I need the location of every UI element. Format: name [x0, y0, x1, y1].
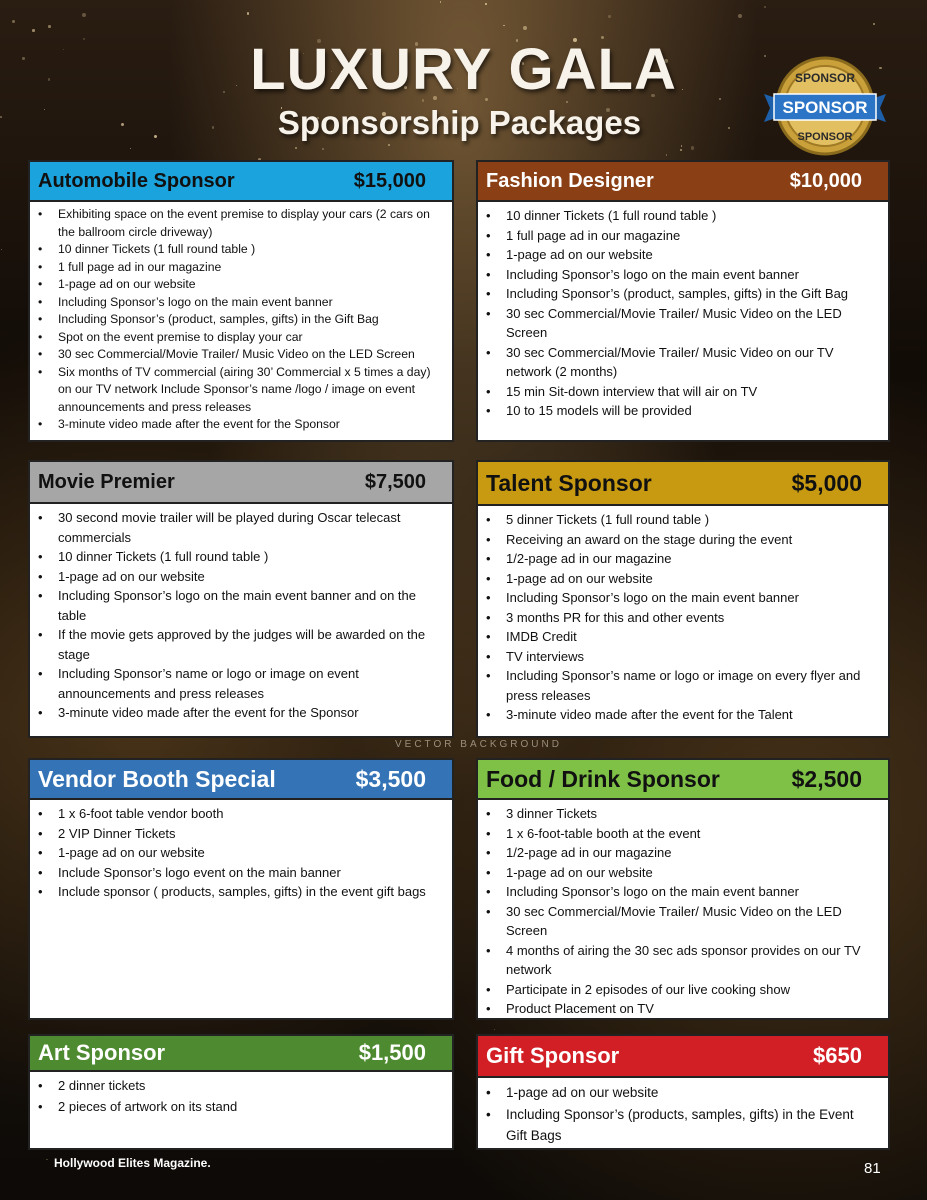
benefit-item: • Receiving an award on the stage during the event — [486, 530, 878, 550]
package-card — [476, 1034, 890, 1150]
benefit-item: • 3 months PR for this and other events — [486, 608, 878, 628]
badge-top-text: SPONSOR — [794, 71, 856, 85]
package-name: Movie Premier — [38, 470, 175, 493]
benefit-item: • 2 pieces of artwork on its stand — [38, 1097, 442, 1118]
package-header — [478, 1036, 888, 1078]
package-card — [476, 460, 890, 738]
benefit-item: • 1-page ad on our website — [486, 1082, 878, 1104]
benefit-item: • Including Sponsor’s logo on the main event banner and on the table — [38, 586, 442, 625]
benefit-item: • 1-page ad on our website — [38, 567, 442, 587]
package-benefits-list — [30, 1072, 452, 1117]
package-benefits-list — [478, 800, 888, 1019]
package-name: Art Sponsor — [38, 1040, 166, 1065]
page-number: 81 — [864, 1160, 881, 1177]
benefit-item: • Including Sponsor’s (product, samples, gifts) in the Gift Bag — [486, 284, 878, 304]
package-header — [30, 760, 452, 800]
package-card — [28, 758, 454, 1020]
benefit-item: • 10 to 15 models will be provided — [486, 401, 878, 421]
benefit-item: • 10 dinner Tickets (1 full round table ) — [38, 241, 442, 259]
benefit-item: • 1-page ad on our website — [486, 569, 878, 589]
benefit-item: • Including Sponsor’s name or logo or image on event announcements and press releases — [38, 664, 442, 703]
package-name: Vendor Booth Special — [38, 765, 276, 792]
package-header — [30, 462, 452, 504]
benefit-item: • 10 dinner Tickets (1 full round table ) — [38, 547, 442, 567]
package-price: $10,000 — [789, 169, 862, 192]
benefit-item: • 1 x 6-foot table vendor booth — [38, 804, 442, 824]
package-card — [28, 460, 454, 738]
package-price: $650 — [813, 1043, 862, 1068]
benefit-item: • 2 dinner tickets — [38, 1076, 442, 1097]
package-name: Fashion Designer — [486, 169, 654, 192]
benefit-item: • Including Sponsor’s logo on the main event banner — [486, 265, 878, 285]
package-header — [478, 462, 888, 506]
benefit-item: • 15 min Sit-down interview that will air on TV — [486, 382, 878, 402]
package-benefits-list — [478, 506, 888, 725]
package-card — [28, 160, 454, 442]
benefit-item: • 30 sec Commercial/Movie Trailer/ Music Video on the LED Screen — [486, 304, 878, 343]
benefit-item: • Including Sponsor’s logo on the main event banner — [486, 882, 878, 902]
package-price: $15,000 — [353, 169, 426, 192]
benefit-item: • Spot on the event premise to display your car — [38, 329, 442, 347]
benefit-item: • Include sponsor ( products, samples, gifts) in the event gift bags — [38, 882, 442, 902]
package-header — [478, 162, 888, 202]
benefit-item: • Including Sponsor’s name or logo or image on every flyer and press releases — [486, 666, 878, 705]
benefit-item: • 30 sec Commercial/Movie Trailer/ Music Video on our TV network (2 months) — [486, 343, 878, 382]
package-card — [476, 160, 890, 442]
benefit-item: • Including Sponsor’s logo on the main event banner — [486, 588, 878, 608]
benefit-item: • 1-page ad on our website — [486, 863, 878, 883]
benefit-item: • 1/2-page ad in our magazine — [486, 843, 878, 863]
benefit-item: • 3-minute video made after the event for the Sponsor — [38, 416, 442, 434]
package-header — [30, 162, 452, 202]
package-benefits-list — [30, 800, 452, 902]
benefit-item: • 2 VIP Dinner Tickets — [38, 824, 442, 844]
benefit-item: • 30 sec Commercial/Movie Trailer/ Music Video on the LED Screen — [486, 902, 878, 941]
benefit-item: • Exhibiting space on the event premise to display your cars (2 cars on the ballroom circle driveway) — [38, 206, 442, 241]
benefit-item: • 4 months of airing the 30 sec ads sponsor provides on our TV network — [486, 941, 878, 980]
package-benefits-list — [478, 1078, 888, 1147]
benefit-item: • Including Sponsor’s (products, samples, gifts) in the Event Gift Bags — [486, 1104, 878, 1147]
footer-magazine: Hollywood Elites Magazine. — [54, 1156, 211, 1170]
benefit-item: • If the movie gets approved by the judges will be awarded on the stage — [38, 625, 442, 664]
package-benefits-list — [30, 202, 452, 434]
benefit-item: • 10 dinner Tickets (1 full round table ) — [486, 206, 878, 226]
benefit-item: • 30 sec Commercial/Movie Trailer/ Music Video on the LED Screen — [38, 346, 442, 364]
package-benefits-list — [478, 202, 888, 421]
package-price: $3,500 — [355, 765, 426, 792]
badge-ribbon-text: SPONSOR — [782, 98, 868, 117]
benefit-item: • Including Sponsor’s (product, samples, gifts) in the Gift Bag — [38, 311, 442, 329]
package-price: $1,500 — [358, 1040, 426, 1065]
package-benefits-list — [30, 504, 452, 723]
benefit-item: • 3 dinner Tickets — [486, 804, 878, 824]
package-name: Automobile Sponsor — [38, 169, 235, 192]
benefit-item: • 3-minute video made after the event for the Sponsor — [38, 703, 442, 723]
package-header — [478, 760, 888, 800]
benefit-item: • 1 full page ad in our magazine — [38, 259, 442, 277]
package-card — [476, 758, 890, 1020]
benefit-item: • Include Sponsor’s logo event on the main banner — [38, 863, 442, 883]
package-name: Food / Drink Sponsor — [486, 765, 720, 792]
benefit-item: • 30 second movie trailer will be played during Oscar telecast commercials — [38, 508, 442, 547]
page-subtitle: Sponsorship Packages — [277, 104, 642, 141]
package-price: $2,500 — [791, 765, 862, 792]
benefit-item: • TV interviews — [486, 647, 878, 667]
package-header — [30, 1036, 452, 1072]
benefit-item: • 1/2-page ad in our magazine — [486, 549, 878, 569]
package-price: $5,000 — [791, 469, 862, 496]
page-title: LUXURY GALA — [250, 37, 677, 102]
background-watermark: VECTOR BACKGROUND — [395, 739, 562, 750]
benefit-item: • 1 x 6-foot-table booth at the event — [486, 824, 878, 844]
benefit-item: • Participate in 2 episodes of our live cooking show — [486, 980, 878, 1000]
benefit-item: • Six months of TV commercial (airing 30’ Commercial x 5 times a day) on our TV network Include Sponsor’s name /logo / image on event announcements and press releases — [38, 364, 442, 417]
benefit-item: • Including Sponsor’s logo on the main event banner — [38, 294, 442, 312]
package-price: $7,500 — [364, 470, 426, 493]
benefit-item: • 1-page ad on our website — [38, 843, 442, 863]
benefit-item: • 1 full page ad in our magazine — [486, 226, 878, 246]
benefit-item: • 1-page ad on our website — [486, 245, 878, 265]
benefit-item: • Product Placement on TV — [486, 999, 878, 1019]
sponsor-badge-icon — [762, 54, 888, 158]
badge-bottom-text: SPONSOR — [797, 131, 853, 143]
package-name: Gift Sponsor — [486, 1043, 620, 1068]
benefit-item: • 5 dinner Tickets (1 full round table ) — [486, 510, 878, 530]
package-name: Talent Sponsor — [486, 469, 652, 496]
benefit-item: • IMDB Credit — [486, 627, 878, 647]
benefit-item: • 1-page ad on our website — [38, 276, 442, 294]
benefit-item: • 3-minute video made after the event for the Talent — [486, 705, 878, 725]
package-card — [28, 1034, 454, 1150]
